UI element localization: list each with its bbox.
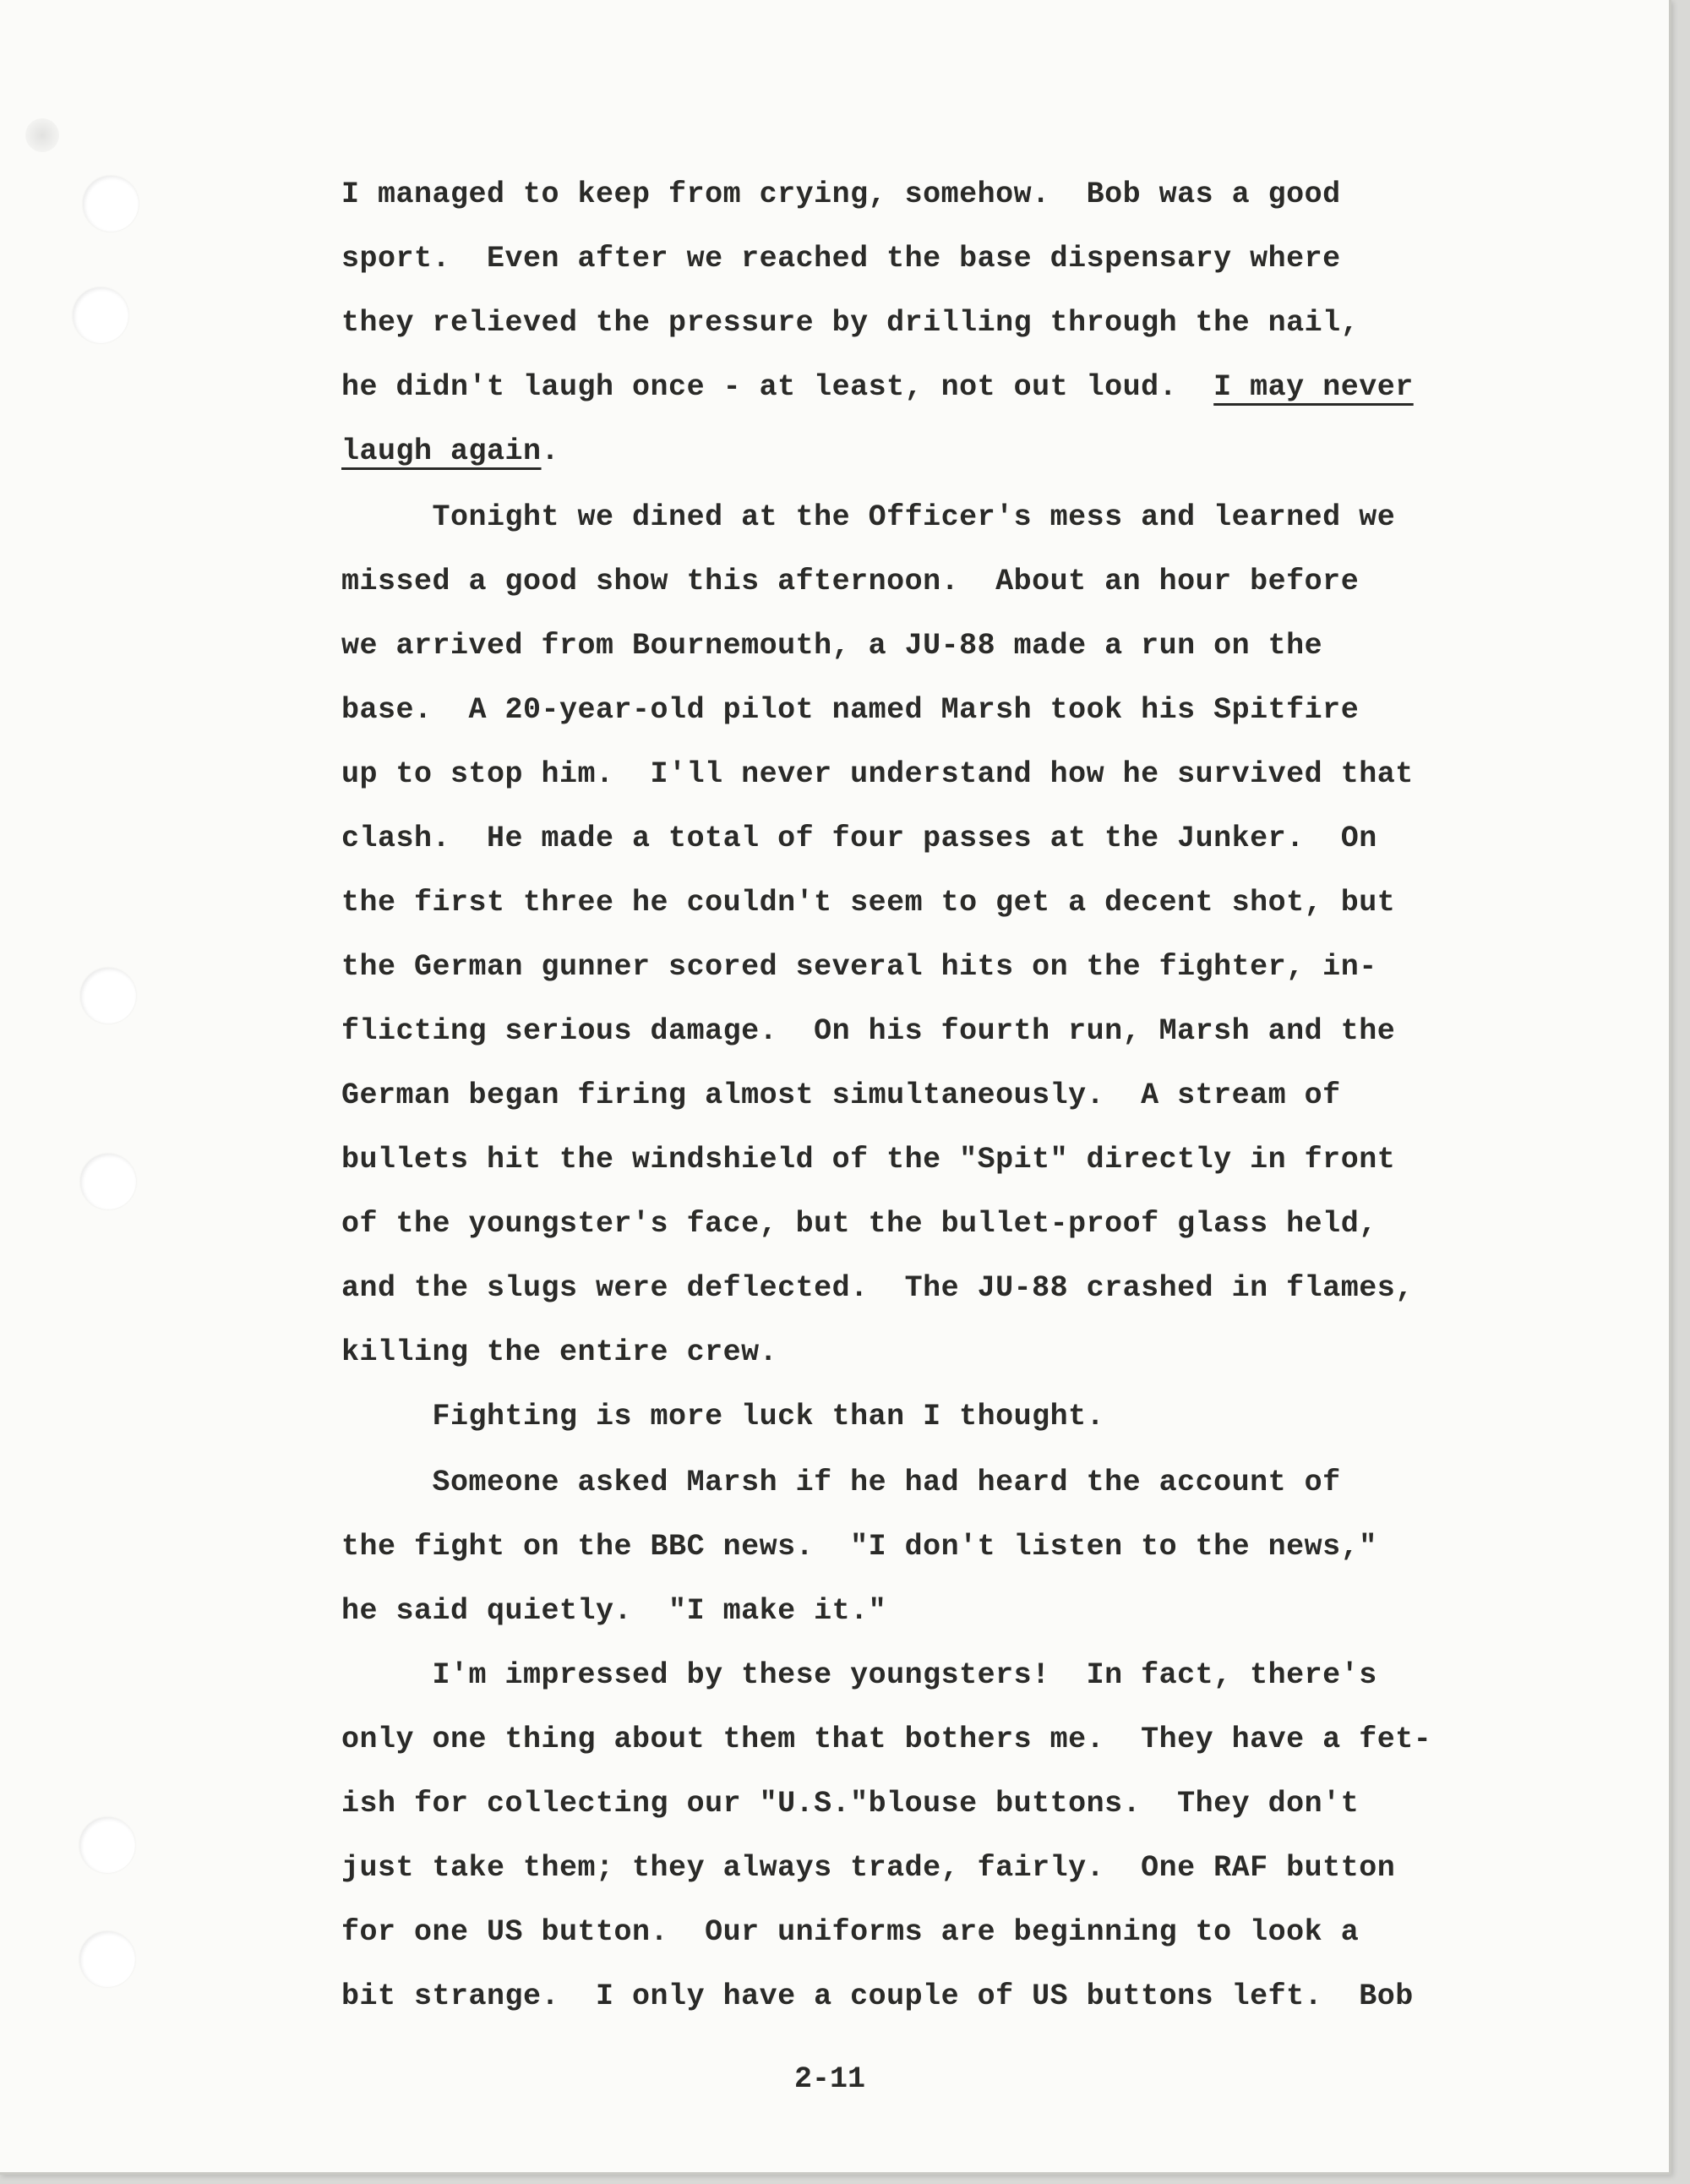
text-line (341, 1528, 1377, 1565)
line-text: clash. He made a total of four passes at the Junker. On (341, 822, 1377, 855)
line-text: the German gunner scored several hits on the fighter, in- (341, 950, 1377, 984)
line-text: bit strange. I only have a couple of US buttons left. Bob (341, 1979, 1414, 2013)
text-line (341, 176, 1341, 213)
line-text: and the slugs were deflected. The JU-88 crashed in flames, (341, 1271, 1414, 1305)
text-line (341, 499, 1395, 536)
line-text: . (541, 434, 560, 468)
line-text: I managed to keep from crying, somehow. Bob was a good (341, 177, 1341, 211)
text-line (341, 1914, 1359, 1951)
line-text: Someone asked Marsh if he had heard the account of (341, 1466, 1341, 1499)
line-text: they relieved the pressure by drilling through the nail, (341, 306, 1360, 340)
text-line (341, 1398, 1104, 1435)
line-text: we arrived from Bournemouth, a JU-88 made a run on the (341, 629, 1323, 663)
punch-hole-6 (79, 1931, 135, 1987)
line-text: I'm impressed by these youngsters! In fact, there's (341, 1658, 1377, 1692)
text-line (341, 1464, 1341, 1501)
line-text: Tonight we dined at the Officer's mess and learned we (341, 500, 1396, 534)
text-line (341, 691, 1359, 729)
text-line (341, 304, 1359, 341)
line-text: up to stop him. I'll never understand how he survived that (341, 757, 1414, 791)
line-text: he didn't laugh once - at least, not out loud. (341, 370, 1214, 404)
punch-hole-2 (73, 287, 128, 343)
punch-hole-5 (79, 1817, 135, 1873)
text-line (341, 240, 1341, 277)
text-line (341, 627, 1322, 664)
line-text: German began firing almost simultaneously. A stream of (341, 1078, 1341, 1112)
text-line (341, 756, 1414, 793)
line-text: killing the entire crew. (341, 1335, 778, 1369)
text-line (341, 1657, 1377, 1694)
line-text: ish for collecting our "U.S."blouse buttons. They don't (341, 1787, 1360, 1821)
text-line (341, 1141, 1395, 1178)
text-line (341, 884, 1395, 921)
text-line (341, 1849, 1395, 1886)
text-line (341, 1978, 1414, 2015)
text-line (341, 563, 1359, 600)
line-text: he said quietly. "I make it." (341, 1594, 887, 1628)
line-text: of the youngster's face, but the bullet-proof glass held, (341, 1207, 1377, 1241)
line-text: flicting serious damage. On his fourth run, Marsh and the (341, 1014, 1396, 1048)
line-text: Fighting is more luck than I thought. (341, 1400, 1105, 1433)
underlined-text: I may never (1213, 370, 1414, 404)
line-text: for one US button. Our uniforms are beginning to look a (341, 1915, 1360, 1949)
text-line (341, 1592, 886, 1630)
punch-hole-1 (83, 176, 139, 232)
line-text: the fight on the BBC news. "I don't listen to the news," (341, 1530, 1377, 1564)
page-number: 2-11 (794, 2062, 866, 2096)
text-line (341, 433, 559, 470)
text-line (341, 1013, 1395, 1050)
line-text: just take them; they always trade, fairly. One RAF button (341, 1851, 1396, 1885)
line-text: bullets hit the windshield of the "Spit" directly in front (341, 1143, 1396, 1177)
text-line (341, 948, 1377, 986)
text-line (341, 369, 1414, 406)
line-text: the first three he couldn't seem to get a decent shot, but (341, 886, 1396, 920)
text-line (341, 1269, 1414, 1307)
line-text: sport. Even after we reached the base dispensary where (341, 242, 1341, 276)
paper-smudge (25, 118, 59, 152)
text-line (341, 1785, 1359, 1822)
text-line (341, 820, 1377, 857)
line-text: base. A 20-year-old pilot named Marsh took his Spitfire (341, 693, 1360, 727)
text-line (341, 1077, 1341, 1114)
underlined-text: laugh again (341, 434, 542, 468)
text-line (341, 1334, 777, 1371)
punch-hole-4 (80, 1154, 136, 1209)
line-text: only one thing about them that bothers me. They have a fet- (341, 1723, 1432, 1756)
text-line (341, 1721, 1431, 1758)
punch-hole-3 (80, 968, 136, 1024)
text-line (341, 1205, 1377, 1242)
line-text: missed a good show this afternoon. About an hour before (341, 565, 1360, 598)
